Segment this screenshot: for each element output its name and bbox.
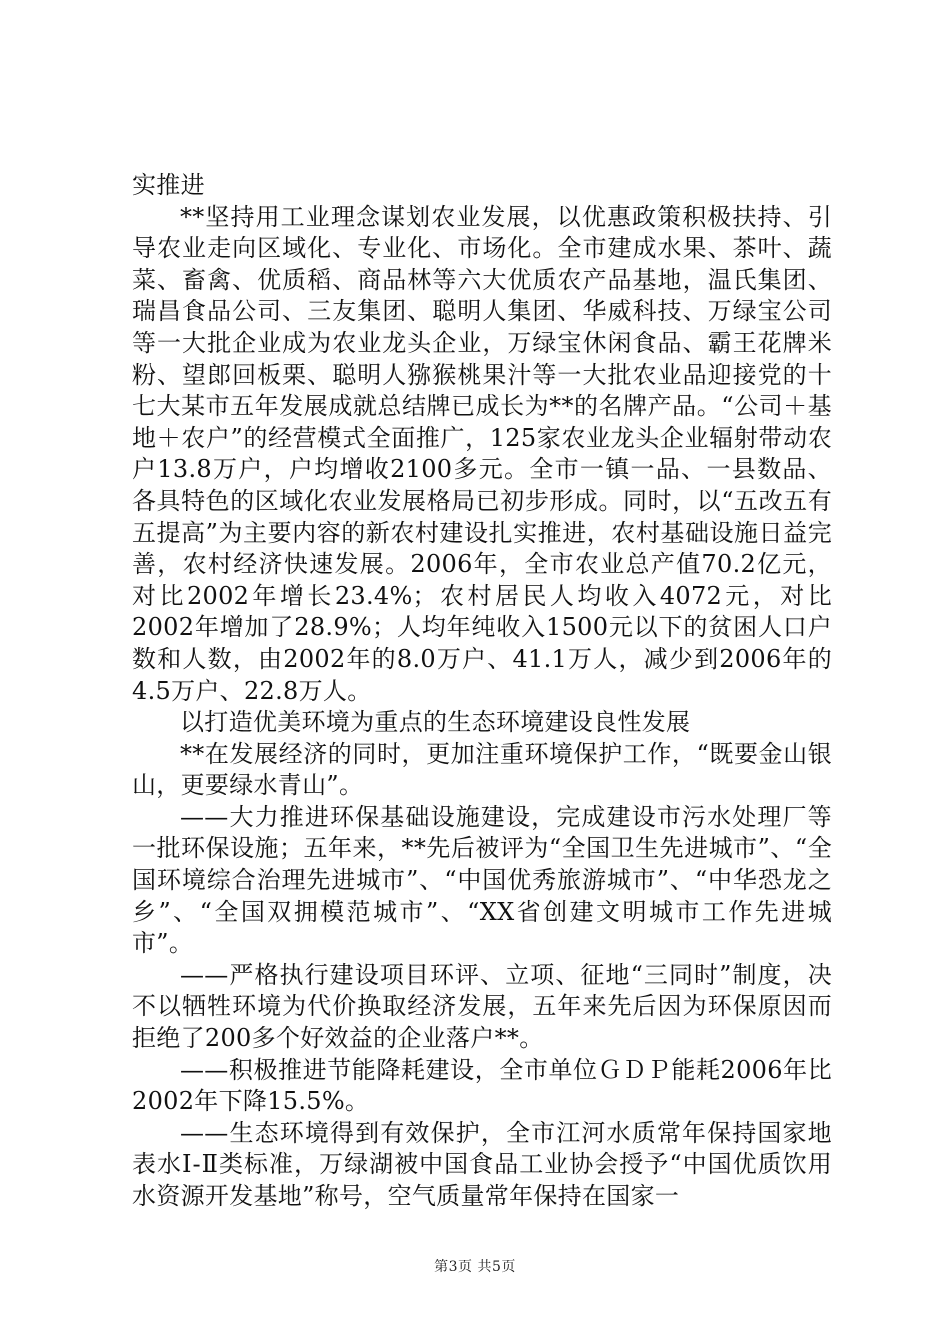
paragraph-environment-intro: **在发展经济的同时，更加注重环境保护工作，“既要金山银山，更要绿水青山”。	[132, 739, 832, 800]
paragraph-ecology-protection: ——生态环境得到有效保护，全市江河水质常年保持国家地表水Ⅰ-Ⅱ类标准，万绿湖被中国食品工业协会授予“中国优质饮用水资源开发基地”称号，空气质量常年保持在国家一	[132, 1118, 832, 1210]
paragraph-project-review: ——严格执行建设项目环评、立项、征地“三同时”制度，决不以牺牲环境为代价换取经济发展，五年来先后因为环保原因而拒绝了200多个好效益的企业落户**。	[132, 960, 832, 1053]
page-number: 第3页 共5页	[434, 1259, 516, 1275]
page-footer	[0, 1256, 950, 1276]
document-body	[132, 170, 832, 1213]
paragraph-energy-saving: ——积极推进节能降耗建设，全市单位ＧＤＰ能耗2006年比2002年下降15.5%。	[132, 1055, 832, 1116]
paragraph-continuation: 实推进	[132, 171, 205, 199]
paragraph-agriculture: **坚持用工业理念谋划农业发展，以优惠政策积极扶持、引导农业走向区域化、专业化、市场化。全市建成水果、茶叶、蔬菜、畜禽、优质稻、商品林等六大优质农产品基地，温氏集团、瑞昌食品公司、三友集团、聪明人集团、华威科技、万绿宝公司等一大批企业成为农业龙头企业，万绿宝休闲食品、霸王花牌米粉、望郎回板栗、聪明人猕猴桃果汁等一大批农业品迎接党的十七大某市五年发展成就总结牌已成长为**的名牌产品。“公司＋基地＋农户”的经营模式全面推广，125家农业龙头企业辐射带动农户13.8万户，户均增收2100多元。全市一镇一品、一县数品、各具特色的区域化农业发展格局已初步形成。同时，以“五改五有五提高”为主要内容的新农村建设扎实推进，农村基础设施日益完善，农村经济快速发展。2006年，全市农业总产值70.2亿元，对比2002年增长23.4%；农村居民人均收入4072元，对比2002年增加了28.9%；人均年纯收入1500元以下的贫困人口户数和人数，由2002年的8.0万户、41.1万人，减少到2006年的4.5万户、22.8万人。	[132, 202, 832, 705]
section-heading-ecology: 以打造优美环境为重点的生态环境建设良性发展	[180, 708, 691, 737]
paragraph-infrastructure: ——大力推进环保基础设施建设，完成建设市污水处理厂等一批环保设施；五年来，**先后被评为“全国卫生先进城市”、“全国环境综合治理先进城市”、“中国优秀旅游城市”、“中华恐龙之乡”、“全国双拥模范城市”、“XX省创建文明城市工作先进城市”。	[132, 802, 832, 958]
